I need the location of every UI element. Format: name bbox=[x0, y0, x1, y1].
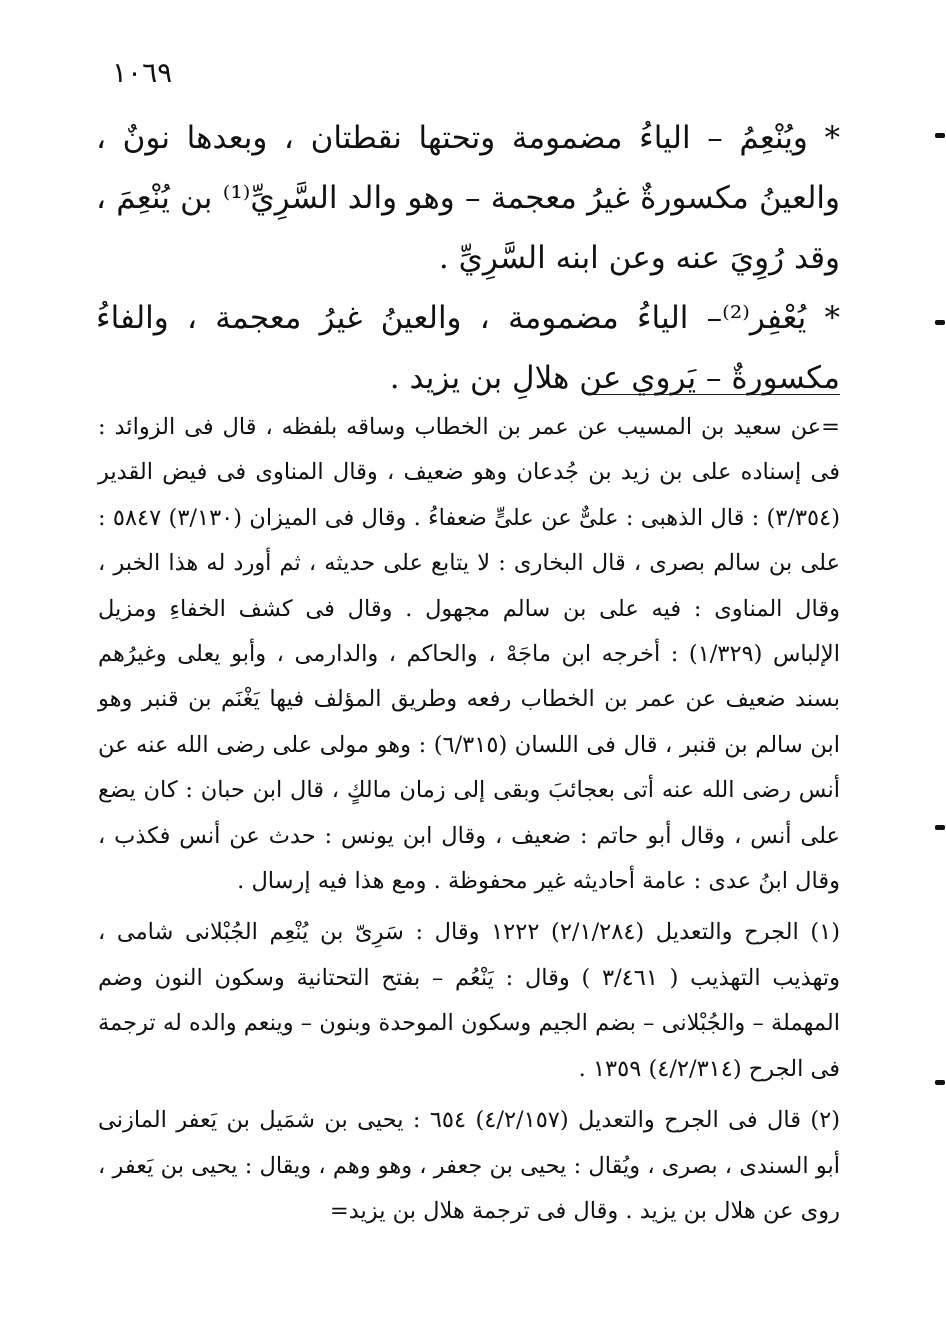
entry-yufir: * يُعْفِر⁽²⁾– الياءُ مضمومة ، والعينُ غيرُ معجمة ، والفاءُ مكسورةٌ – يَروي عن هلالِ بن يزيد . bbox=[96, 300, 841, 396]
page-number: ١٠٦٩ bbox=[112, 56, 173, 89]
main-text bbox=[96, 108, 840, 408]
footnote-separator bbox=[586, 394, 840, 395]
edge-mark bbox=[935, 133, 945, 138]
edge-mark bbox=[935, 825, 945, 830]
footnote-1: (١) الجرح والتعديل (٢/١/٢٨٤) ١٢٢٢ وقال : سَرِىّ بن يُنْعِم الجُبْلانى شامى ، وتهذيب التهذيب ( ٣/٤٦١ ) وقال : يَنْعُم – بفتح التحتانية وسكون النون وضم المهملة – والجُبْلانى – بضم الجيم وسكون الموحدة وبنون – وينعم والده له ترجمة فى الجرح (٤/٢/٣١٤) ١٣٥٩ . bbox=[98, 919, 840, 1082]
footnote-continuation: =عن سعيد بن المسيب عن عمر بن الخطاب وساقه بلفظه ، قال فى الزوائد : فى إسناده على بن زيد بن جُدعان وهو ضعيف ، وقال المناوى فى فيض القدير (٣/٣٥٤) : قال الذهبى : علىٌّ عن علىٍّ ضعفاءُ . وقال فى الميزان (٣/١٣٠) ٥٨٤٧ : على بن سالم بصرى ، قال البخارى : لا يتابع على حديثه ، ثم أورد له هذا الخبر ، وقال المناوى : فيه على بن سالم مجهول . وقال فى كشف الخفاءِ ومزيل الإلباس (١/٣٢٩) : أخرجه ابن ماجَهْ ، والحاكم ، والدارمى ، وأبو يعلى وغيرُهم بسند ضعيف عن عمر بن الخطاب رفعه وطريق المؤلف فيها يَغْنَم بن قنبر وهو ابن سالم بن قنبر ، قال فى اللسان (٦/٣١٥) : وهو مولى على رضى الله عنه عن أنس رضى الله عنه أتى بعجائبَ وبقى إلى زمان مالكٍ ، قال ابن حبان : كان يضع على أنس ، وقال أبو حاتم : ضعيف ، وقال ابن يونس : حدث عن أنس فكذب ، وقال ابنُ عدى : عامة أحاديثه غير محفوظة . ومع هذا فيه إرسال . bbox=[98, 414, 840, 895]
footnotes bbox=[98, 405, 840, 1234]
edge-mark bbox=[935, 1080, 945, 1085]
edge-mark bbox=[935, 320, 945, 325]
entry-yunim: * ويُنْعِمُ – الياءُ مضمومة وتحتها نقطتان ، وبعدها نونٌ ، والعينُ مكسورةٌ غيرُ معجمة – وهو والد السَّرِيِّ⁽¹⁾ بن يُنْعِمَ ، وقد رُوِيَ عنه وعن ابنه السَّرِيِّ . bbox=[96, 120, 840, 276]
footnote-2: (٢) قال فى الجرح والتعديل (٤/٢/١٥٧) ٦٥٤ : يحيى بن شمَيل بن يَعفر المازنى أبو السندى ، بصرى ، ويُقال : يحيى بن جعفر ، وهو وهم ، ويقال : يحيى بن يَعفر ، روى عن هلال بن يزيد . وقال فى ترجمة هلال بن يزيد= bbox=[98, 1107, 840, 1224]
